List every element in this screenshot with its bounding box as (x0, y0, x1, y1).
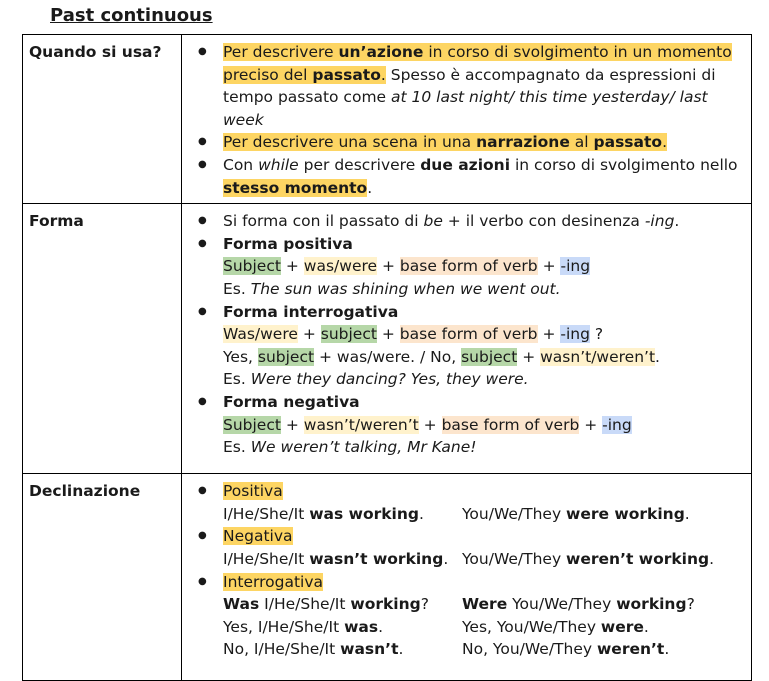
list-item: ● Forma negativa Subject + wasn’t/weren’t + base form of verb + -ing Es. We weren’t talking, Mr Kane! (190, 391, 745, 459)
table-row (23, 204, 752, 474)
list-item: ● Per descrivere un’azione in corso di svolgimento in un momento preciso del passato. Spesso è accompagnato da espressioni di tempo passato come at 10 last night/ this time yesterday/ last week (190, 41, 745, 131)
list-item: ● Negativa I/He/She/It wasn’t working. You/We/They weren’t working. (190, 525, 745, 570)
grammar-table (22, 34, 752, 681)
list-item: ● Con while per descrivere due azioni in corso di svolgimento nello stesso momento. (190, 154, 745, 199)
row-label-usage: Quando si usa? (23, 35, 182, 204)
list-item: ● Forma interrogativa Was/were + subject + base form of verb + -ing ? Yes, subject + was/were. / No, subject + wasn’t/weren’t. Es. Were they dancing? Yes, they were. (190, 301, 745, 391)
table-row (23, 474, 752, 681)
row-label-form: Forma (23, 204, 182, 474)
row-label-conjugation: Declinazione (23, 474, 182, 681)
list-item: ● Si forma con il passato di be + il verbo con desinenza -ing. (190, 210, 745, 233)
list-item: ● Forma positiva Subject + was/were + base form of verb + -ing Es. The sun was shining when we went out. (190, 233, 745, 301)
list-item: ● Positiva I/He/She/It was working. You/We/They were working. (190, 480, 745, 525)
page-title: Past continuous (50, 5, 213, 26)
list-item: ● Per descrivere una scena in una narrazione al passato. (190, 131, 745, 154)
table-row (23, 35, 752, 204)
list-item: ● Interrogativa Was I/He/She/It working? Were You/We/They working? Yes, I/He/She/It was. Yes, You/We/They were. No, I/He/She/It wasn’t. No, You/We/They weren’t. (190, 571, 745, 661)
usage-content (182, 35, 752, 204)
form-content (182, 204, 752, 474)
conjugation-content (182, 474, 752, 681)
